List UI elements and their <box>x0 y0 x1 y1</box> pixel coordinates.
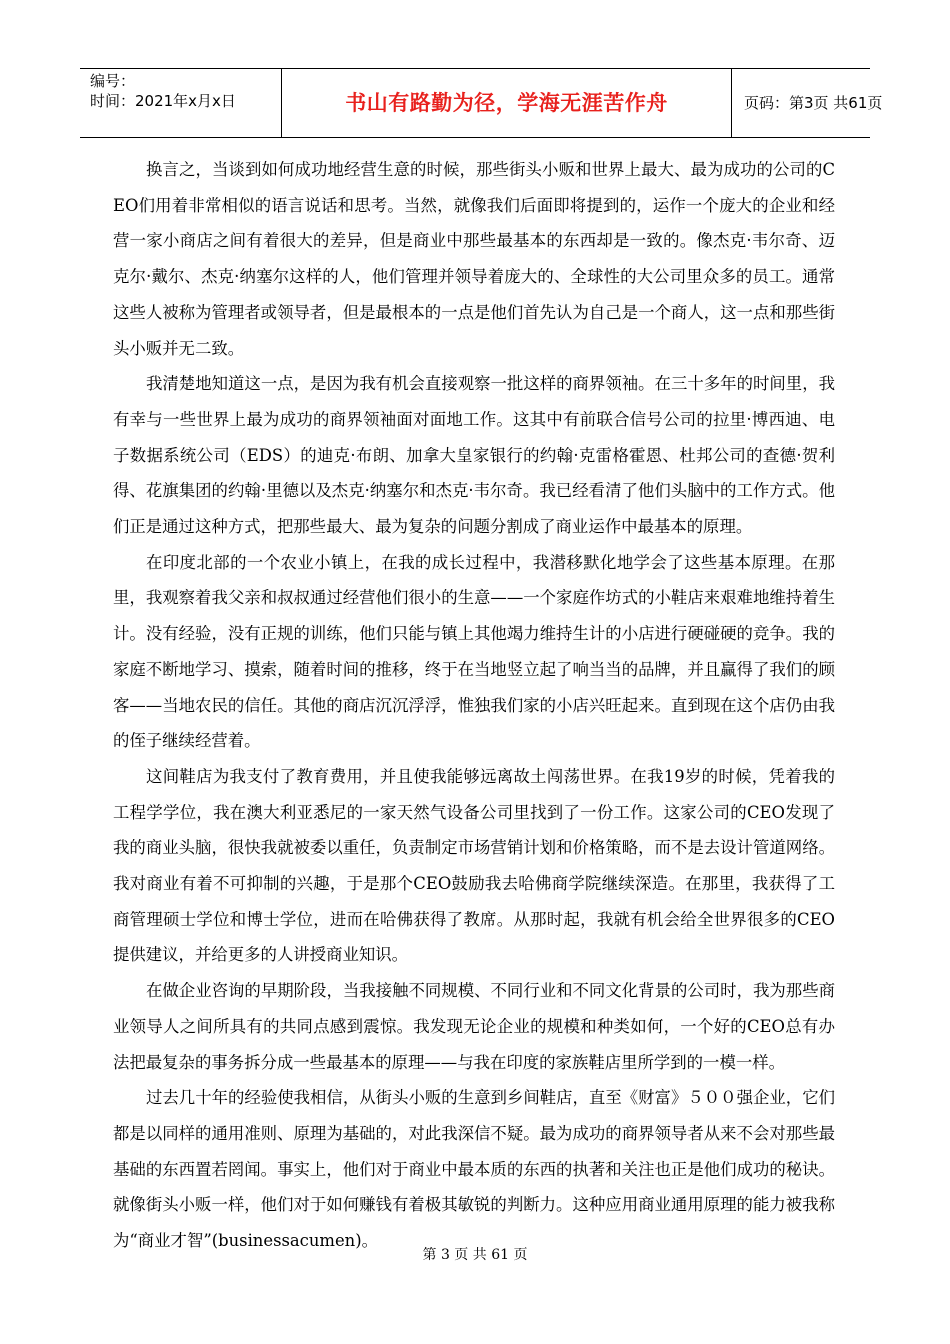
document-body <box>113 152 835 1259</box>
header-motto: 书山有路勤为径，学海无涯苦作舟 <box>282 69 732 137</box>
header-table <box>80 68 883 138</box>
paragraph: 换言之，当谈到如何成功地经营生意的时候，那些街头小贩和世界上最大、最为成功的公司的CEO们用着非常相似的语言说话和思考。当然，就像我们后面即将提到的，运作一个庞大的企业和经营一家小商店之间有着很大的差异，但是商业中那些最基本的东西却是一致的。像杰克·韦尔奇、迈克尔·戴尔、杰克·纳塞尔这样的人，他们管理并领导着庞大的、全球性的大公司里众多的员工。通常这些人被称为管理者或领导者，但是最根本的一点是他们首先认为自己是一个商人，这一点和那些街头小贩并无二致。 <box>113 160 835 358</box>
paragraph: 在做企业咨询的早期阶段，当我接触不同规模、不同行业和不同文化背景的公司时，我为那些商业领导人之间所具有的共同点感到震惊。我发现无论企业的规模和种类如何，一个好的CEO总有办法把最复杂的事务拆分成一些最基本的原理——与我在印度的家族鞋店里所学到的一模一样。 <box>113 981 835 1072</box>
paragraph: 过去几十年的经验使我相信，从街头小贩的生意到乡间鞋店，直至《财富》５００强企业，它们都是以同样的通用准则、原理为基础的，对此我深信不疑。最为成功的商界领导者从来不会对那些最基础的东西置若罔闻。事实上，他们对于商业中最本质的东西的执著和关注也正是他们成功的秘诀。就像街头小贩一样，他们对于如何赚钱有着极其敏锐的判断力。这种应用商业通用原理的能力被我称为“商业才智”(businessacumen)。 <box>113 1088 835 1251</box>
header-page-info: 页码：第3页 共61页 <box>744 94 883 112</box>
number-label: 编号： <box>90 72 136 90</box>
page-footer: 第 3 页 共 61 页 <box>422 1247 528 1263</box>
date-label: 时间：2021年x月x日 <box>90 92 236 110</box>
paragraph: 在印度北部的一个农业小镇上，在我的成长过程中，我潜移默化地学会了这些基本原理。在那里，我观察着我父亲和叔叔通过经营他们很小的生意——一个家庭作坊式的小鞋店来艰难地维持着生计。没有经验，没有正规的训练，他们只能与镇上其他竭力维持生计的小店进行硬碰硬的竞争。我的家庭不断地学习、摸索，随着时间的推移，终于在当地竖立起了响当当的品牌，并且赢得了我们的顾客——当地农民的信任。其他的商店沉沉浮浮，惟独我们家的小店兴旺起来。直到现在这个店仍由我的侄子继续经营着。 <box>113 552 835 751</box>
paragraph: 我清楚地知道这一点，是因为我有机会直接观察一批这样的商界领袖。在三十多年的时间里，我有幸与一些世界上最为成功的商界领袖面对面地工作。这其中有前联合信号公司的拉里·博西迪、电子数据系统公司（EDS）的迪克·布朗、加拿大皇家银行的约翰·克雷格霍恩、杜邦公司的查德·贺利得、花旗集团的约翰·里德以及杰克·纳塞尔和杰克·韦尔奇。我已经看清了他们头脑中的工作方式。他们正是通过这种方式，把那些最大、最为复杂的问题分割成了商业运作中最基本的原理。 <box>113 374 835 537</box>
header-meta-cell <box>80 69 282 137</box>
paragraph: 这间鞋店为我支付了教育费用，并且使我能够远离故土闯荡世界。在我19岁的时候，凭着我的工程学学位，我在澳大利亚悉尼的一家天然气设备公司里找到了一份工作。这家公司的CEO发现了我的商业头脑，很快我就被委以重任，负责制定市场营销计划和价格策略，而不是去设计管道网络。我对商业有着不可抑制的兴趣，于是那个CEO鼓励我去哈佛商学院继续深造。在那里，我获得了工商管理硕士学位和博士学位，进而在哈佛获得了教席。从那时起，我就有机会给全世界很多的CEO提供建议，并给更多的人讲授商业知识。 <box>113 766 835 965</box>
